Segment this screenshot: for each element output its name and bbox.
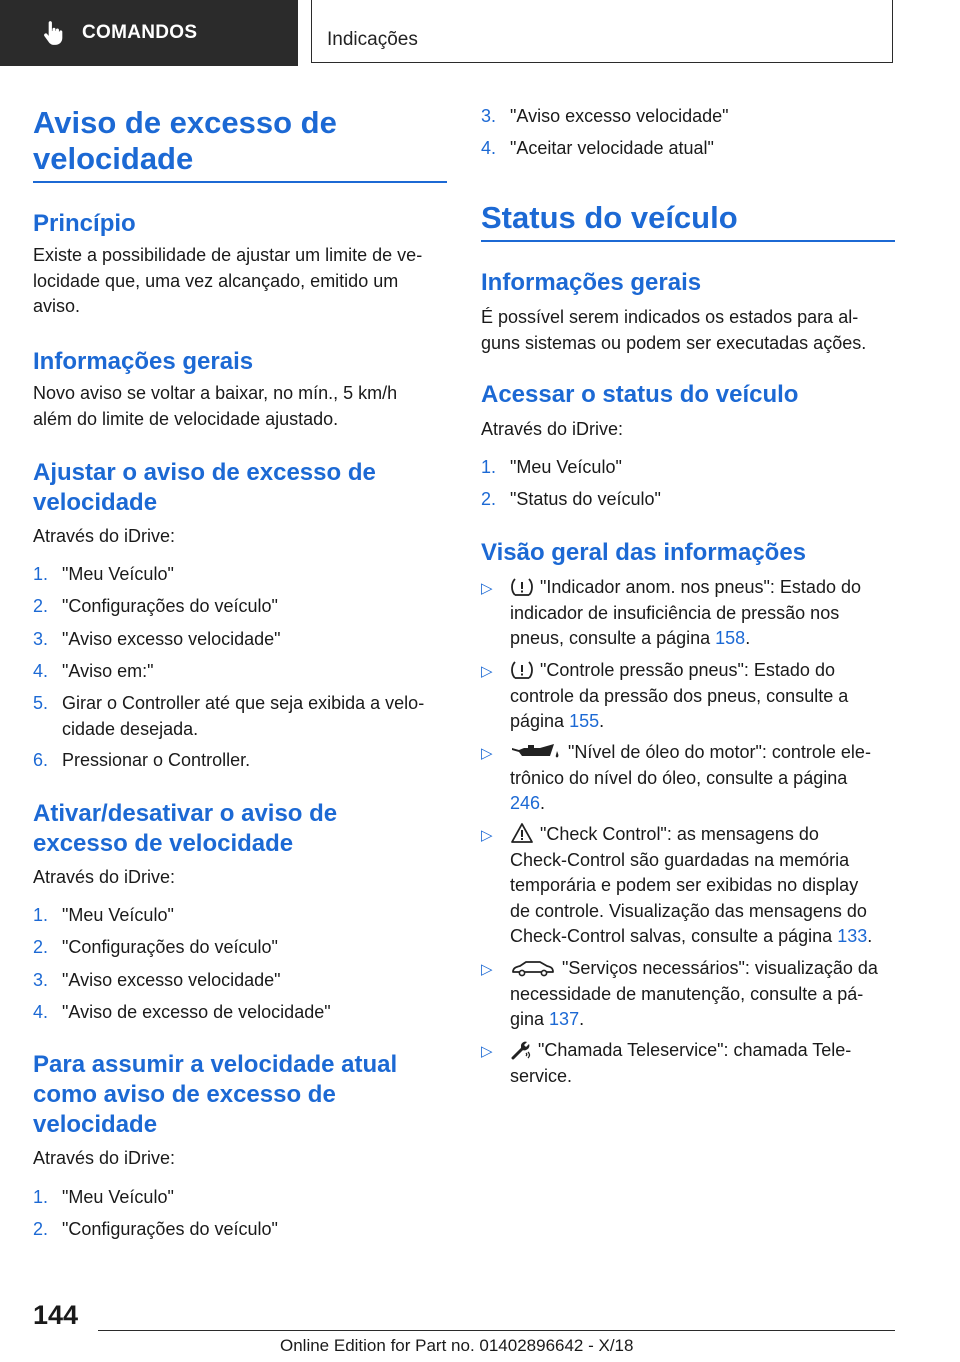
edition-footer: Online Edition for Part no. 01402896642 - X/18 xyxy=(280,1336,634,1355)
oil-can-icon xyxy=(510,742,562,762)
warning-triangle-icon xyxy=(510,822,534,844)
page-link[interactable]: 158 xyxy=(715,628,746,648)
heading-overview: Visão geral das informações xyxy=(481,539,807,566)
hand-pointer-icon xyxy=(40,20,66,46)
page-link[interactable]: 133 xyxy=(837,926,868,946)
section-title: Aviso de excesso de velocidade xyxy=(33,105,337,176)
heading-general: Informações gerais xyxy=(33,348,254,375)
activate-intro: Através do iDrive: xyxy=(33,867,176,887)
heading-adjust: Ajustar o aviso de excesso de velocidade xyxy=(33,459,376,516)
teleservice-wrench-icon xyxy=(510,1040,532,1060)
heading-activate: Ativar/desativar o aviso de excesso de velocidade xyxy=(33,800,338,857)
section-tab xyxy=(0,0,298,66)
assume-intro: Através do iDrive: xyxy=(33,1148,176,1168)
page-link[interactable]: 137 xyxy=(549,1009,580,1029)
bullet-triangle-icon: ▷ xyxy=(481,663,493,680)
general-text: Novo aviso se voltar a baixar, no mín., 5 km/h além do limite de velocidade ajustado. xyxy=(33,383,398,429)
general-text: É possível serem indicados os estados para al- guns sistemas ou podem ser executadas ações. xyxy=(481,307,867,353)
bullet-triangle-icon: ▷ xyxy=(481,580,493,597)
principle-text: Existe a possibilidade de ajustar um limite de ve- locidade que, uma vez alcançado, emitido um aviso. xyxy=(33,245,423,316)
service-car-icon xyxy=(510,958,556,978)
page-number: 144 xyxy=(33,1300,79,1330)
page-link[interactable]: 155 xyxy=(569,711,600,731)
bullet-triangle-icon: ▷ xyxy=(481,961,493,978)
heading-general: Informações gerais xyxy=(481,269,702,296)
chapter-tab xyxy=(311,0,893,63)
heading-assume: Para assumir a velocidade atual como aviso de excesso de velocidade xyxy=(33,1051,398,1138)
footer-rule xyxy=(98,1330,895,1331)
title-rule xyxy=(33,181,447,183)
title-rule xyxy=(481,240,895,242)
adjust-intro: Através do iDrive: xyxy=(33,526,176,546)
page-link[interactable]: 246 xyxy=(510,793,541,813)
access-intro: Através do iDrive: xyxy=(481,419,624,439)
heading-access: Acessar o status do veículo xyxy=(481,381,799,408)
tire-pressure-warning-icon xyxy=(510,660,534,680)
bullet-triangle-icon: ▷ xyxy=(481,745,493,762)
section-label: COMANDOS xyxy=(82,22,198,43)
section-title: Status do veículo xyxy=(481,200,738,235)
chapter-label: Indicações xyxy=(327,29,418,50)
tire-pressure-warning-icon xyxy=(510,577,534,597)
heading-principle: Princípio xyxy=(33,210,136,237)
bullet-triangle-icon: ▷ xyxy=(481,827,493,844)
bullet-triangle-icon: ▷ xyxy=(481,1043,493,1060)
